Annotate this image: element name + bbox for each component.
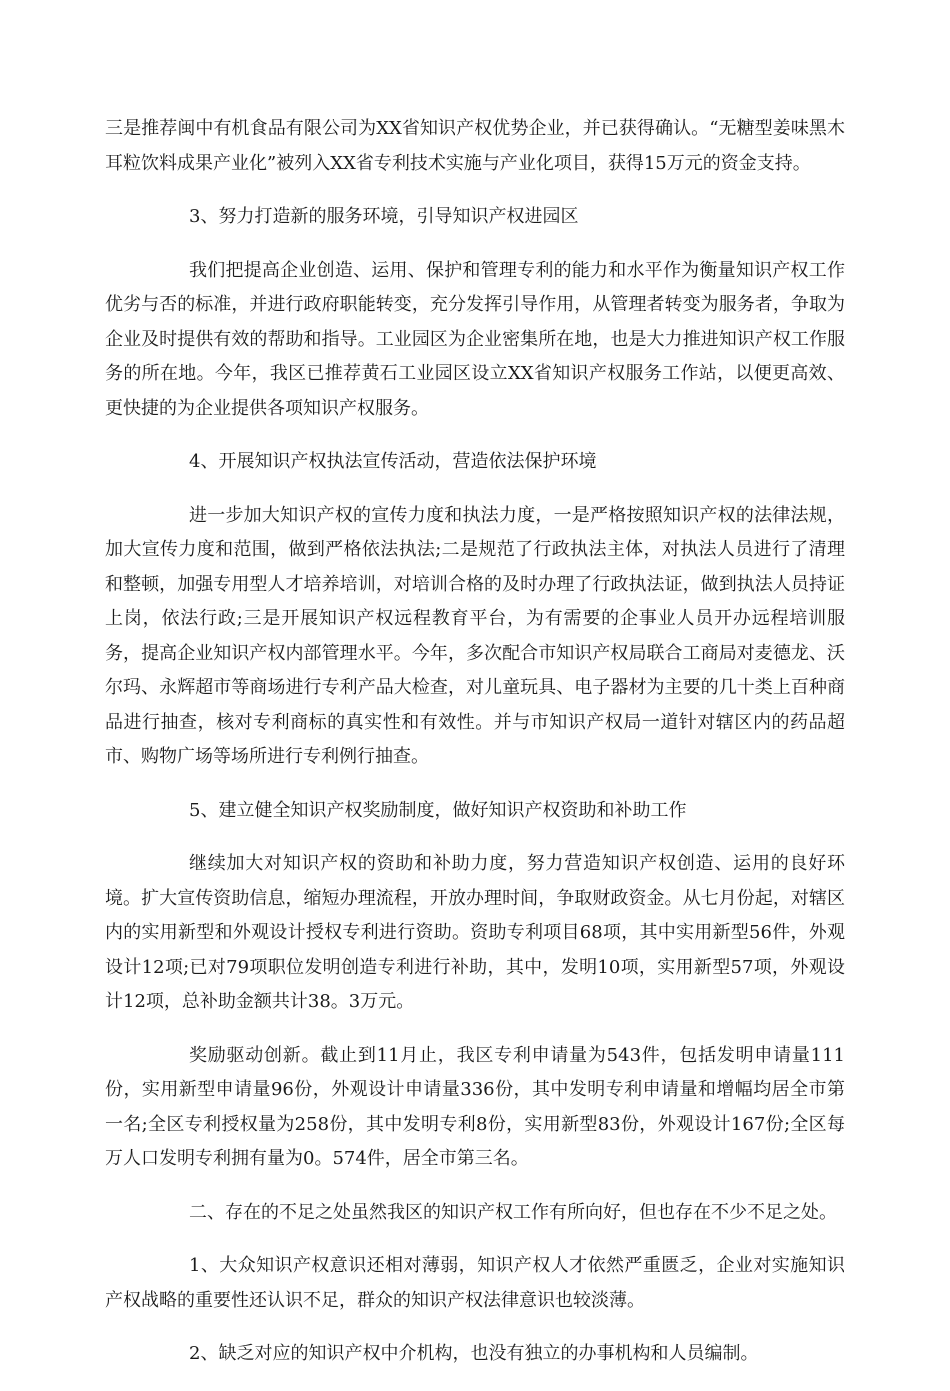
document-body xyxy=(105,112,845,1391)
paragraph-shortcoming-1: 1、大众知识产权意识还相对薄弱，知识产权人才依然严重匮乏，企业对实施知识产权战略的重要性还认识不足，群众的知识产权法律意识也较淡薄。 xyxy=(105,1255,845,1311)
paragraph-shortcomings-intro: 二、存在的不足之处虽然我区的知识产权工作有所向好，但也存在不少不足之处。 xyxy=(189,1201,837,1223)
paragraph-subsidy: 继续加大对知识产权的资助和补助力度，努力营造知识产权创造、运用的良好环境。扩大宣传资助信息，缩短办理流程，开放办理时间，争取财政资金。从七月份起，对辖区内的实用新型和外观设计授权专利进行资助。资助专利项目68项，其中实用新型56件，外观设计12项;已对79项职位发明创造专利进行补助，其中，发明10项，实用新型57项，外观设计12项，总补助金额共计38。3万元。 xyxy=(105,853,845,1012)
paragraph-recommendation: 三是推荐闽中有机食品有限公司为XX省知识产权优势企业，并已获得确认。“无糖型姜味黑木耳粒饮料成果产业化”被列入XX省专利技术实施与产业化项目，获得15万元的资金支持。 xyxy=(105,118,845,174)
paragraph-service-environment: 我们把提高企业创造、运用、保护和管理专利的能力和水平作为衡量知识产权工作优劣与否的标准，并进行政府职能转变，充分发挥引导作用，从管理者转变为服务者，争取为企业及时提供有效的帮助和指导。工业园区为企业密集所在地，也是大力推进知识产权工作服务的所在地。今年，我区已推荐黄石工业园区设立XX省知识产权服务工作站，以便更高效、更快捷的为企业提供各项知识产权服务。 xyxy=(105,259,845,419)
paragraph-incentive-stats: 奖励驱动创新。截止到11月止，我区专利申请量为543件，包括发明申请量111份，实用新型申请量96份，外观设计申请量336份，其中发明专利申请量和增幅均居全市第一名;全区专利授权量为258份，其中发明专利8份，实用新型83份，外观设计167份;全区每万人口发明专利拥有量为0。574件，居全市第三名。 xyxy=(105,1044,845,1169)
section-heading-3: 3、努力打造新的服务环境，引导知识产权进园区 xyxy=(189,206,579,227)
paragraph-shortcoming-2: 2、缺乏对应的知识产权中介机构，也没有独立的办事机构和人员编制。 xyxy=(189,1343,759,1364)
section-heading-5: 5、建立健全知识产权奖励制度，做好知识产权资助和补助工作 xyxy=(189,799,687,821)
section-heading-4: 4、开展知识产权执法宣传活动，营造依法保护环境 xyxy=(189,451,597,472)
paragraph-enforcement: 进一步加大知识产权的宣传力度和执法力度，一是严格按照知识产权的法律法规，加大宣传力度和范围，做到严格依法执法;二是规范了行政执法主体，对执法人员进行了清理和整顿，加强专用型人才培养培训，对培训合格的及时办理了行政执法证，做到执法人员持证上岗，依法行政;三是开展知识产权远程教育平台，为有需要的企事业人员开办远程培训服务，提高企业知识产权内部管理水平。今年，多次配合市知识产权局联合工商局对麦德龙、沃尔玛、永辉超市等商场进行专利产品大检查，对儿童玩具、电子器材为主要的几十类上百种商品进行抽查，核对专利商标的真实性和有效性。并与市知识产权局一道针对辖区内的药品超市、购物广场等场所进行专利例行抽查。 xyxy=(105,504,845,767)
